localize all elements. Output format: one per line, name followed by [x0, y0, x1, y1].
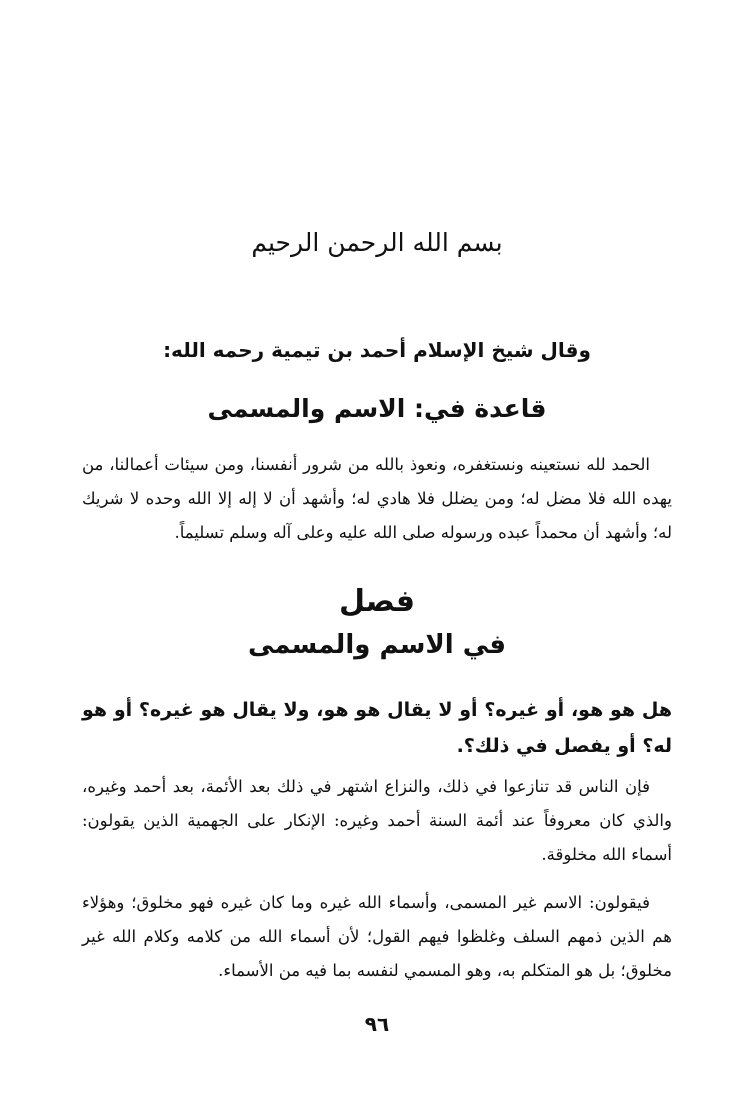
intro-line: وقال شيخ الإسلام أحمد بن تيمية رحمه الله:: [163, 338, 591, 362]
rule-title: قاعدة في: الاسم والمسمى: [207, 394, 547, 423]
basmala: بسم الله الرحمن الرحيم: [251, 228, 503, 257]
paragraph-opening-text: الحمد لله نستعينه ونستغفره، ونعوذ بالله من شرور أنفسنا، ومن سيئات أعمالنا، من يهده الله فلا مضل له؛ ومن يضلل فلا هادي له؛ وأشهد أن لا إله إلا الله وحده لا شريك له؛ وأشهد أن محمداً عبده ورسوله صلى الله عليه وعلى آله وسلم تسليماً.: [82, 455, 672, 542]
paragraph-dispute: [82, 770, 672, 872]
paragraph-jahmiyya: [82, 886, 672, 988]
question-paragraph: هل هو هو، أو غيره؟ أو لا يقال هو هو، ولا يقال هو غيره؟ أو هو له؟ أو يفصل في ذلك؟.: [82, 699, 672, 757]
section-title: فصل: [339, 584, 415, 619]
paragraph-dispute-text: فإن الناس قد تنازعوا في ذلك، والنزاع اشتهر في ذلك بعد الأئمة، بعد أحمد وغيره، والذي كان معروفاً عند أئمة السنة أحمد وغيره: الإنكار على الجهمية الذين يقولون: أسماء الله مخلوقة.: [82, 777, 672, 864]
section-subtitle: في الاسم والمسمى: [247, 630, 507, 660]
paragraph-opening: [82, 448, 672, 550]
paragraph-jahmiyya-text: فيقولون: الاسم غير المسمى، وأسماء الله غيره وما كان غيره فهو مخلوق؛ وهؤلاء هم الذين ذمهم السلف وغلظوا فيهم القول؛ لأن أسماء الله من كلامه وكلام الله غير مخلوق؛ بل هو المتكلم به، وهو المسمي لنفسه بما فيه من الأسماء.: [82, 893, 672, 980]
page-number: ٩٦: [364, 1012, 390, 1036]
